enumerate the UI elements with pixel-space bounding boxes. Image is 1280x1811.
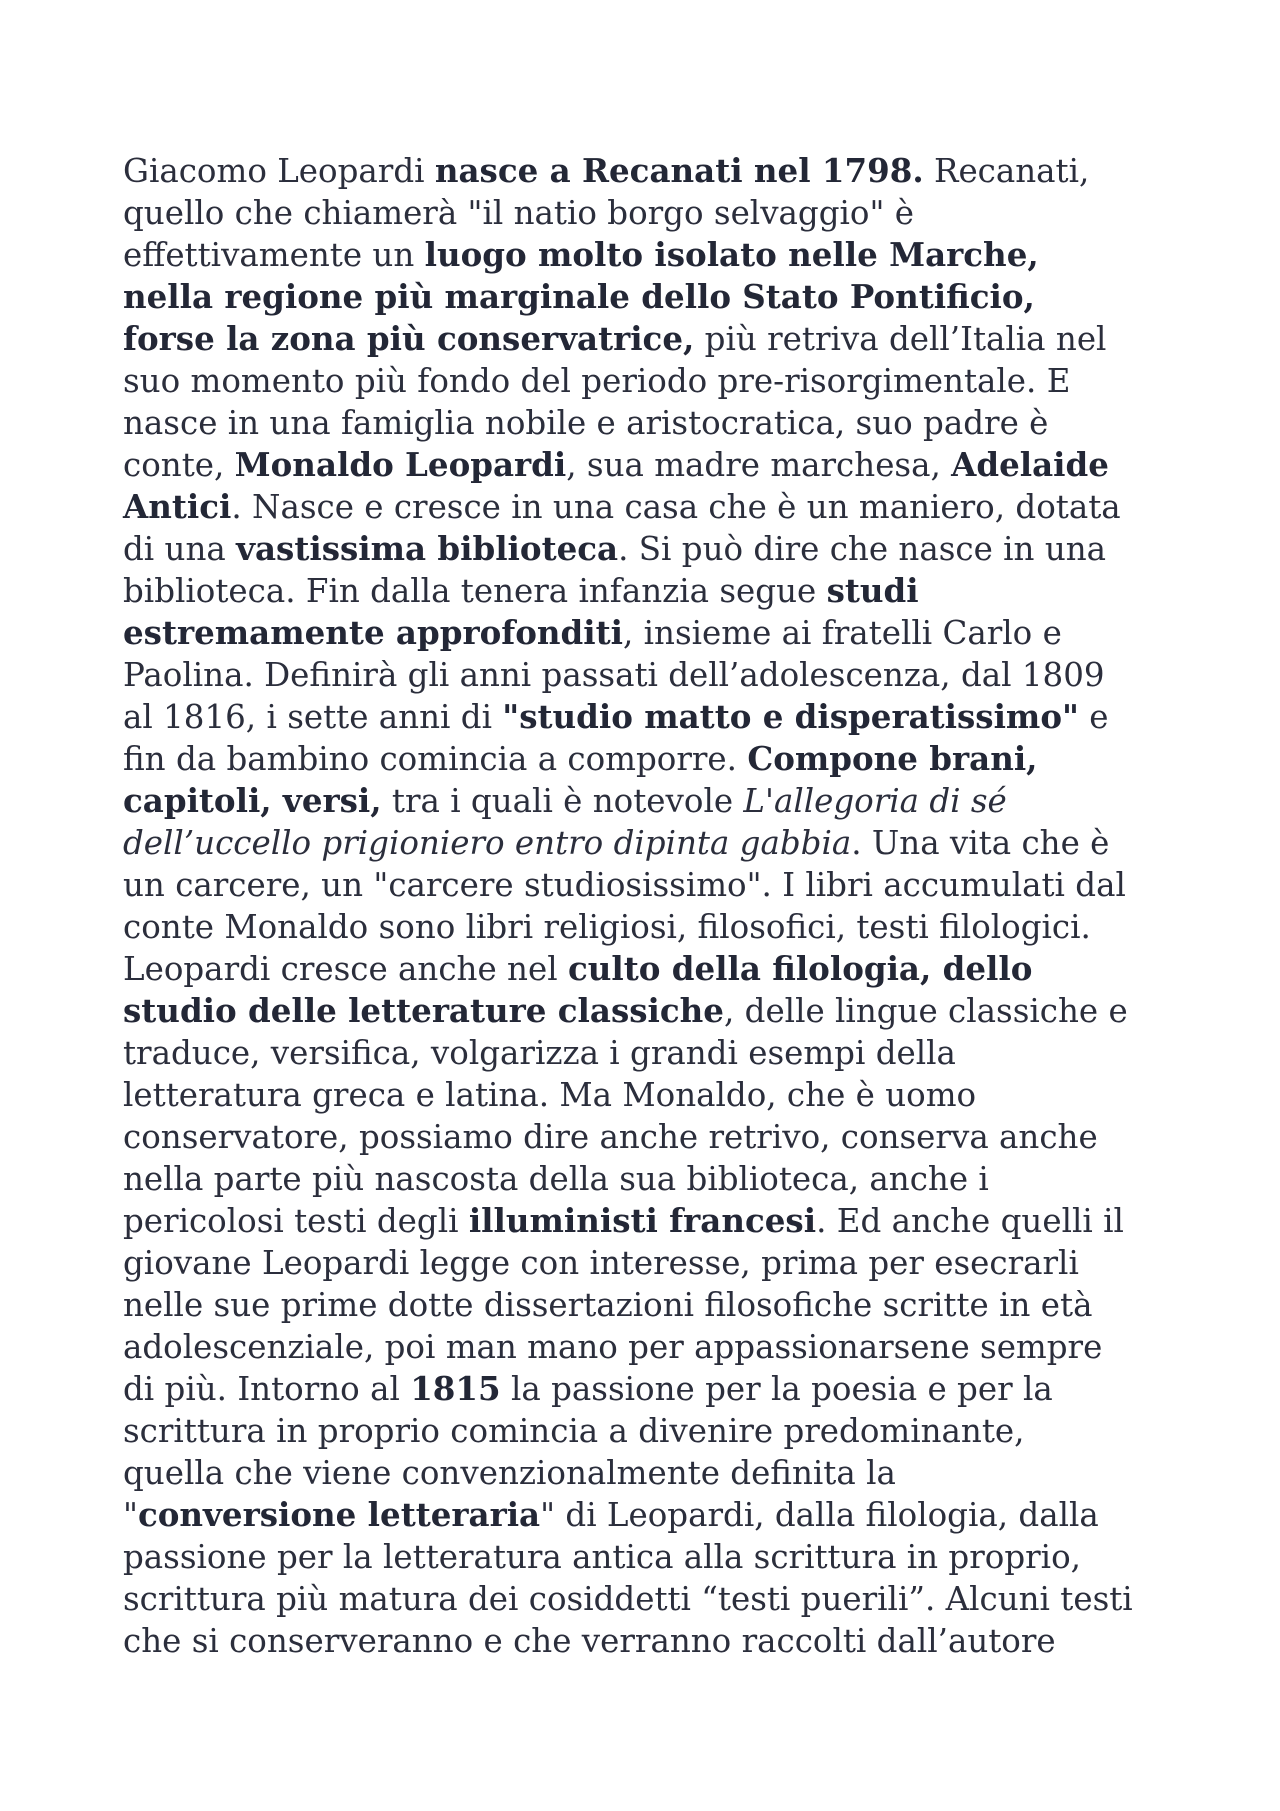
text-run: fin da bambino comincia a comporre. <box>123 740 748 778</box>
text-run: . Ed anche quelli il <box>816 1202 1124 1240</box>
bold-text: illuministi francesi <box>468 1201 817 1240</box>
text-run: nasce in una famiglia nobile e aristocratica, suo padre è <box>123 404 1049 442</box>
text-line <box>123 1326 1173 1368</box>
text-line <box>123 1620 1173 1662</box>
text-run: adolescenziale, poi man mano per appassionarsene sempre <box>123 1328 1103 1366</box>
text-run: scrittura in proprio comincia a divenire predominante, <box>123 1412 1025 1450</box>
text-run: quella che viene convenzionalmente definita la <box>123 1454 896 1492</box>
text-line <box>123 1074 1173 1116</box>
text-run: " di Leopardi, dalla filologia, dalla <box>540 1496 1099 1534</box>
text-line <box>123 990 1173 1032</box>
text-run: biblioteca. Fin dalla tenera infanzia segue <box>123 572 827 610</box>
text-line <box>123 654 1173 696</box>
italic-title: dell’uccello prigioniero entro dipinta gabbia <box>123 824 852 862</box>
bold-text: vastissima biblioteca <box>236 529 619 568</box>
bold-text: capitoli, versi, <box>123 781 382 820</box>
text-line <box>123 948 1173 990</box>
text-line <box>123 696 1173 738</box>
text-line <box>123 1242 1173 1284</box>
bold-text: Adelaide <box>951 445 1109 484</box>
text-line <box>123 318 1173 360</box>
text-line <box>123 864 1173 906</box>
text-run: , delle lingue classiche e <box>723 992 1128 1030</box>
text-run: Giacomo Leopardi <box>123 152 435 190</box>
text-run: quello che chiamerà "il natio borgo selvaggio" è <box>123 194 915 232</box>
bold-text: Antici <box>123 487 232 526</box>
bold-text: culto della filologia, dello <box>567 949 1033 988</box>
text-line <box>123 444 1173 486</box>
text-run: e <box>1078 698 1109 736</box>
text-line <box>123 1158 1173 1200</box>
text-run: , insieme ai fratelli Carlo e <box>622 614 1062 652</box>
text-line <box>123 822 1173 864</box>
bold-text: estremamente approfonditi <box>123 613 623 652</box>
text-run: la passione per la poesia e per la <box>500 1370 1053 1408</box>
text-line <box>123 1032 1173 1074</box>
text-run: Paolina. Definirà gli anni passati dell’adolescenza, dal 1809 <box>123 656 1105 694</box>
text-run: . Una vita che è <box>851 824 1110 862</box>
bold-text: Monaldo Leopardi <box>234 445 567 484</box>
text-run: che si conserveranno e che verranno raccolti dall’autore <box>123 1622 1056 1660</box>
text-line <box>123 570 1173 612</box>
text-run: Recanati, <box>923 152 1090 190</box>
bold-text: nella regione più marginale dello Stato Pontificio, <box>123 277 1035 316</box>
text-line <box>123 906 1173 948</box>
text-line <box>123 738 1173 780</box>
text-line <box>123 528 1173 570</box>
text-run: conte Monaldo sono libri religiosi, filosofici, testi filologici. <box>123 908 1091 946</box>
text-line <box>123 486 1173 528</box>
text-line <box>123 1284 1173 1326</box>
bold-text: forse la zona più conservatrice, <box>123 319 695 358</box>
text-line <box>123 360 1173 402</box>
bold-text: studi <box>826 571 919 610</box>
text-run: scrittura più matura dei cosiddetti “testi puerili”. Alcuni testi <box>123 1580 1133 1618</box>
text-line <box>123 1200 1173 1242</box>
text-line <box>123 192 1173 234</box>
text-line <box>123 276 1173 318</box>
body-paragraph <box>123 150 1173 1662</box>
text-line <box>123 780 1173 822</box>
text-run: conservatore, possiamo dire anche retrivo, conserva anche <box>123 1118 1098 1156</box>
text-line <box>123 1494 1173 1536</box>
text-run: " <box>123 1496 138 1534</box>
bold-text: nasce a Recanati nel 1798. <box>434 151 924 190</box>
text-run: . Si può dire che nasce in una <box>618 530 1107 568</box>
text-run: al 1816, i sette anni di <box>123 698 503 736</box>
text-run: pericolosi testi degli <box>123 1202 469 1240</box>
text-line <box>123 1410 1173 1452</box>
text-run: conte, <box>123 446 235 484</box>
text-run: , sua madre marchesa, <box>566 446 952 484</box>
text-line <box>123 1368 1173 1410</box>
text-run: nelle sue prime dotte dissertazioni filosofiche scritte in età <box>123 1286 1093 1324</box>
bold-text: luogo molto isolato nelle Marche, <box>424 235 1039 274</box>
bold-text: Compone brani, <box>747 739 1038 778</box>
text-line <box>123 234 1173 276</box>
text-run: più retriva dell’Italia nel <box>694 320 1107 358</box>
text-run: tra i quali è notevole <box>381 782 744 820</box>
text-run: di una <box>123 530 237 568</box>
text-run: nella parte più nascosta della sua biblioteca, anche i <box>123 1160 989 1198</box>
bold-text: studio delle letterature classiche <box>123 991 724 1030</box>
bold-text: 1815 <box>410 1369 501 1408</box>
text-run: letteratura greca e latina. Ma Monaldo, che è uomo <box>123 1076 977 1114</box>
text-line <box>123 1536 1173 1578</box>
text-run: passione per la letteratura antica alla scrittura in proprio, <box>123 1538 1081 1576</box>
text-line <box>123 1578 1173 1620</box>
text-run: traduce, versifica, volgarizza i grandi esempi della <box>123 1034 956 1072</box>
text-run: suo momento più fondo del periodo pre-risorgimentale. E <box>123 362 1071 400</box>
text-run: . Nasce e cresce in una casa che è un maniero, dotata <box>231 488 1121 526</box>
text-line <box>123 150 1173 192</box>
text-run: di più. Intorno al <box>123 1370 411 1408</box>
text-line <box>123 1452 1173 1494</box>
bold-text: conversione letteraria <box>137 1495 541 1534</box>
text-line <box>123 612 1173 654</box>
italic-title: L'allegoria di sé <box>743 782 1007 820</box>
text-run: giovane Leopardi legge con interesse, prima per esecrarli <box>123 1244 1079 1282</box>
text-run: un carcere, un "carcere studiosissimo". I libri accumulati dal <box>123 866 1126 904</box>
text-line <box>123 402 1173 444</box>
text-line <box>123 1116 1173 1158</box>
text-run: effettivamente un <box>123 236 425 274</box>
text-run: Leopardi cresce anche nel <box>123 950 568 988</box>
bold-text: "studio matto e disperatissimo" <box>502 697 1079 736</box>
